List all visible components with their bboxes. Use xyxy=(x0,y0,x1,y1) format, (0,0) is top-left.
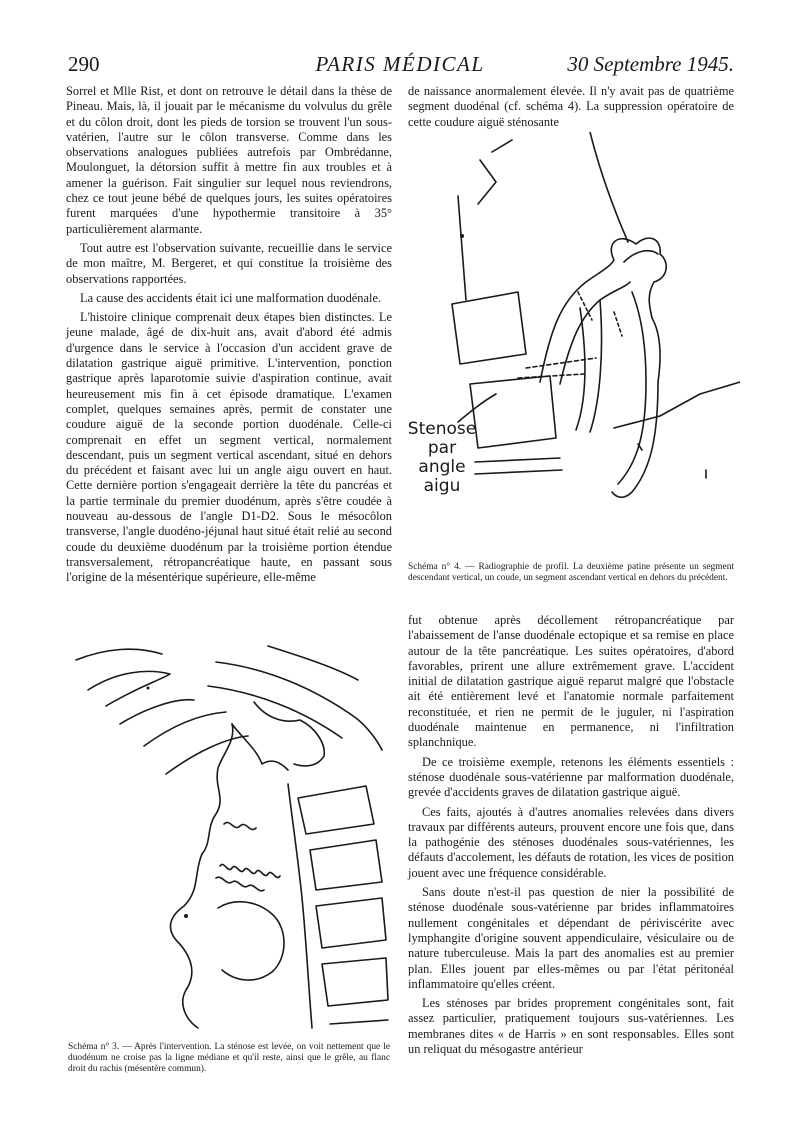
paragraph: Sans doute n'est-il pas question de nier la possibilité de sténose duodénale sous-vatérienne par brides inflammatoires nullement congénitales et dépendant de périviscérite avec lymphangite d'origine souvent appendiculaire, vésiculaire ou de nature tuberculeuse. Mais la part des anomalies est au premier plan. Elles jouent par elles-mêmes ou par l'état péritonéal inflammatoire qu'elles créent. xyxy=(408,885,734,991)
journal-title: PARIS MÉDICAL xyxy=(315,52,485,76)
annotation-line: aigu xyxy=(423,476,461,496)
paragraph: La cause des accidents était ici une malformation duodénale. xyxy=(80,290,382,305)
paragraph: Tout autre est l'observation suivante, recueillie dans le service de mon maître, M. Bergeret, et qui constitue la troisième des observations rapportées. xyxy=(66,240,392,286)
annotation-line: par angle xyxy=(418,438,466,477)
figure-4-annotation xyxy=(402,420,482,496)
paragraph: Ces faits, ajoutés à d'autres anomalies relevées dans divers travaux par différents auteurs, prouvent encore une fois que, dans la pathogénie des sténoses duodénales sous-vatériennes, les défauts d'accolement, les défauts de rotation, les vices de position jouent avec une fréquence considérable. xyxy=(408,804,734,880)
figure-3-drawing xyxy=(66,628,396,1038)
figure-4-caption: Schéma n° 4. — Radiographie de profil. La deuxième patine présente un segment descendant vertical, un coude, un segment ascendant vertical en dehors du précédent. xyxy=(408,562,734,583)
paragraph: de naissance anormalement élevée. Il n'y avait pas de quatrième segment duodénal (cf. schéma 4). La suppression opératoire de cette coudure aiguë sténosante xyxy=(408,84,734,129)
page-number: 290 xyxy=(68,52,100,76)
figure-3-caption: Schéma n° 3. — Après l'intervention. La sténose est levée, on voit nettement que le duodénum ne croise pas la ligne médiane et qu'il reste, ainsi que le grêle, au flanc droit du rachis (mésentère commun). xyxy=(68,1042,390,1074)
annotation-line: Stenose xyxy=(407,419,477,439)
paragraph: Les sténoses par brides proprement congénitales sont, fait assez particulier, pratiquement toujours sus-vatériennes. Les membranes dites « de Harris » en sont responsables. Elles sont un reliquat du mésogastre antérieur xyxy=(408,996,734,1057)
left-column xyxy=(66,84,392,586)
paragraph: De ce troisième exemple, retenons les éléments essentiels : sténose duodénale sous-vatérienne par malformation duodénale, grevée d'accidents graves de dilatation gastrique aiguë. xyxy=(408,754,734,800)
right-column xyxy=(408,613,734,1057)
paragraph: L'histoire clinique comprenait deux étapes bien distinctes. Le jeune malade, âgé de dix-huit ans, avait d'abord été admis d'urgence dans le service à l'occasion d'un accident grave de dilatation gastrique aiguë primitive. L'intervention, ponction gastrique après laparotomie suivie d'aspiration continue, avait heureusement mis fin à cet épisode dramatique. L'examen complet, quelques semaines après, permit de constater une coudure aiguë de la seconde portion duodénale. Celle-ci comprenait en effet un segment vertical, normalement descendant, puis un segment vertical ascendant, situé en dehors du précédent et faisant avec lui un angle aigu ouvert en haut. Cette dernière portion s'engageait derrière la tête du pancréas et la partie terminale du premier duodénum, après s'être coudée à nouveau au-dessous de l'angle D1-D2. Sous le mésocôlon transverse, l'angle duodéno-jéjunal haut situé était relié au second coude du deuxième duodénum par la troisième portion étendue transversalement, rétropancréatique haute, en passant sous l'origine de la mésentérique supérieure, elle-même xyxy=(66,310,392,585)
paragraph: Sorrel et Mlle Rist, et dont on retrouve le détail dans la thèse de Pineau. Mais, là, il jouait par le mécanisme du volvulus du grêle et du côlon droit, dont les pieds de torsion se trouvent l'un sous-vatérien, l'autre sur le côlon transverse. Comme dans les observations analogues publiées autrefois par Ombrédanne, Moulonguet, la détorsion suffit à mettre fin aux troubles et à amener la guérison. Fait singulier sur lequel nous reviendrons, chez ce tout jeune bébé de quelques jours, les suites opératoires furent marquées d'une hypothermie transitoire à 35° particulièrement alarmante. xyxy=(66,84,392,236)
right-column-top xyxy=(408,84,734,130)
paragraph: fut obtenue après décollement rétropancréatique par l'abaissement de l'anse duodénale ectopique et sa remise en place autour de la tête pancréatique. Les suites opératoires, d'abord favorables, prirent une allure extrêmement grave. L'accident initial de dilatation gastrique aiguë reparut malgré que l'obstacle ait été entièrement levé et l'anatomie normale parfaitement reconstituée, et rien ne permit de le juguler, ni l'aspiration duodénale maintenue en permanence, ni l'infiltration splanchnique. xyxy=(408,613,734,750)
issue-date: 30 Septembre 1945. xyxy=(567,52,734,76)
